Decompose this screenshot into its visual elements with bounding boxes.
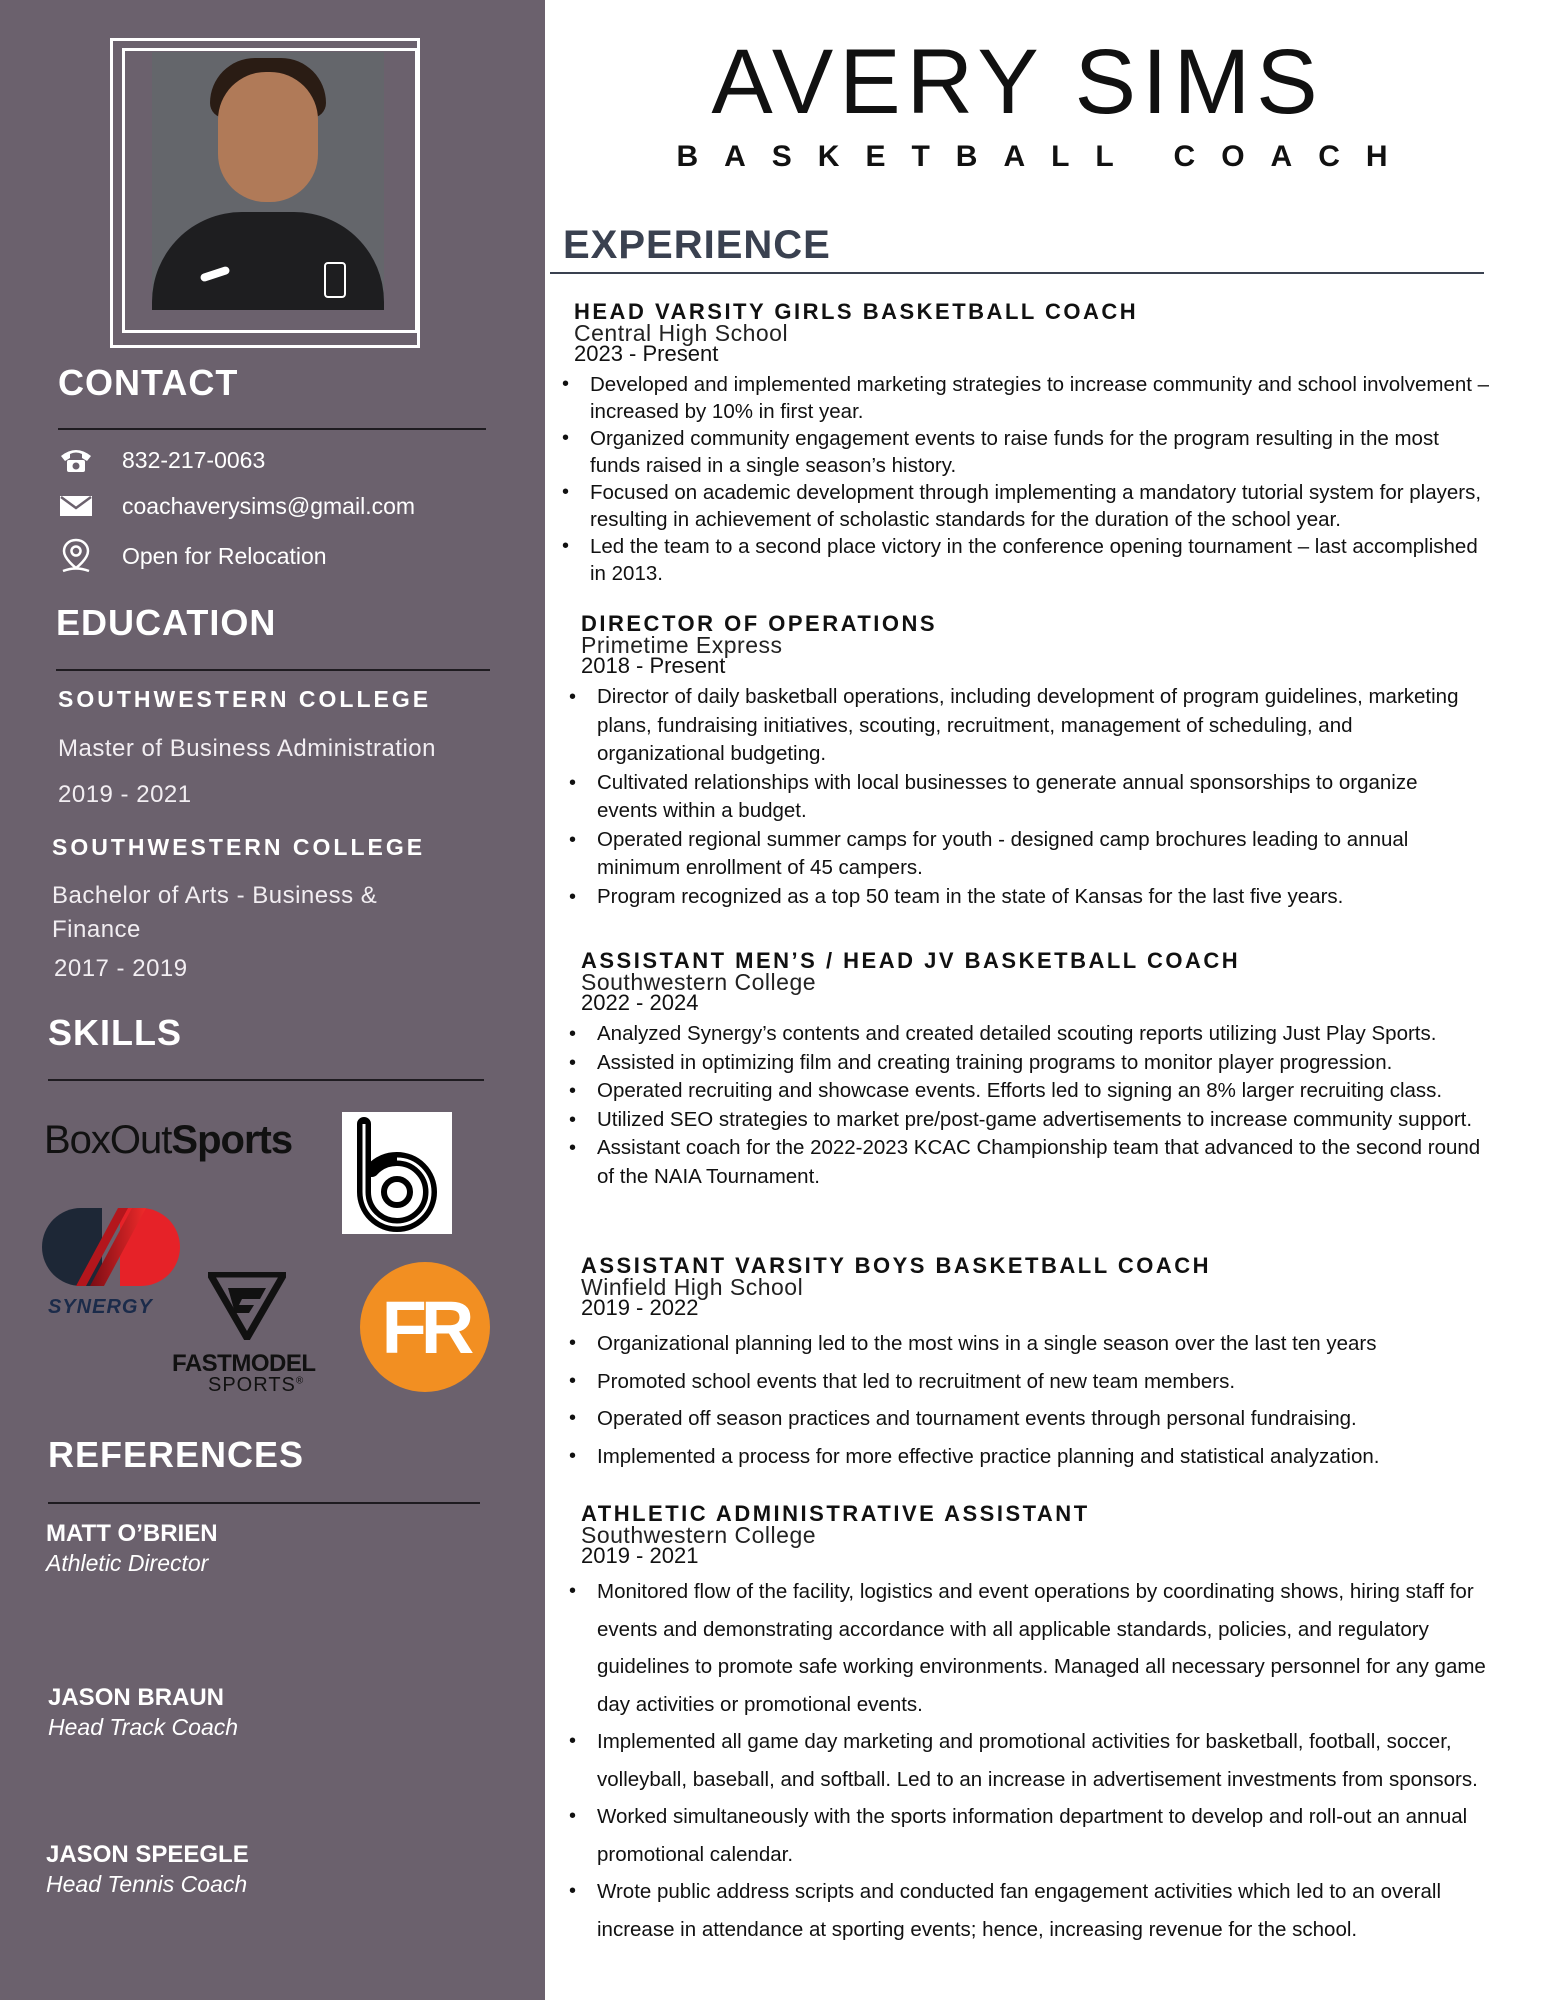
job-entry-3 [581, 950, 1481, 1191]
education-years-2: 2017 - 2019 [54, 955, 188, 982]
reference-title-1: Athletic Director [46, 1550, 209, 1576]
job-title: HEAD VARSITY GIRLS BASKETBALL COACH [574, 299, 1139, 324]
references-divider [48, 1502, 480, 1504]
job-bullets [563, 1325, 1481, 1475]
education-heading: EDUCATION [56, 602, 277, 643]
contact-email-row [58, 490, 415, 522]
job-organization: Southwestern College [581, 1522, 817, 1548]
job-bullet: • Wrote public address scripts and conducted fan engagement activities which led to an overall increase in attendance at sporting events; hence, increasing revenue for the school. [563, 1873, 1486, 1948]
experience-divider [550, 272, 1484, 274]
skills-divider [48, 1079, 484, 1081]
fr-logo: FR [360, 1262, 490, 1392]
synergy-logo-text: SYNERGY [48, 1296, 153, 1318]
reference-name-2: JASON BRAUN [48, 1684, 225, 1711]
fastmodel-logo-subtext: SPORTS® [208, 1374, 305, 1396]
job-bullet: • Operated regional summer camps for youth - designed camp brochures leading to annual minimum enrollment of 45 campers. [563, 826, 1481, 883]
education-years-1: 2019 - 2021 [58, 781, 192, 808]
job-dates: 2019 - 2022 [581, 1295, 699, 1320]
job-title: ASSISTANT MEN’S / HEAD JV BASKETBALL COACH [581, 948, 1241, 973]
job-entry-2 [581, 613, 1481, 911]
education-divider [56, 669, 490, 671]
job-bullet: • Led the team to a second place victory in the conference opening tournament – last accomplished in 2013. [556, 533, 1494, 587]
candidate-name: AVERY SIMS [711, 31, 1324, 133]
reference-name-3: JASON SPEEGLE [46, 1841, 249, 1868]
job-bullet: • Program recognized as a top 50 team in the state of Kansas for the last five years. [563, 883, 1481, 912]
job-bullets [563, 1573, 1486, 1948]
job-bullet: • Monitored flow of the facility, logistics and event operations by coordinating shows, hiring staff for events and demonstrating accordance with all applicable standards, policies, and regulatory guidelines to promote safe working environments. Managed all necessary personnel for any game day activities or promotional events. [563, 1573, 1486, 1723]
job-bullet: • Developed and implemented marketing strategies to increase community and school involvement – increased by 10% in first year. [556, 371, 1494, 425]
job-entry-1 [574, 301, 1494, 587]
profile-photo [152, 52, 384, 310]
job-bullet: • Assistant coach for the 2022-2023 KCAC Championship team that advanced to the second round of the NAIA Tournament. [563, 1134, 1481, 1191]
job-bullets [556, 371, 1494, 587]
phone-icon [58, 444, 94, 476]
job-organization: Primetime Express [581, 632, 783, 658]
job-bullets [563, 1020, 1481, 1191]
job-bullet: • Operated recruiting and showcase events. Efforts led to signing an 8% larger recruiting class. [563, 1077, 1481, 1106]
job-bullet: • Focused on academic development through implementing a mandatory tutorial system for players, resulting in achievement of scholastic standards for the duration of the school year. [556, 479, 1494, 533]
job-bullet: • Assisted in optimizing film and creating training programs to monitor player progression. [563, 1049, 1481, 1078]
contact-heading: CONTACT [58, 362, 239, 403]
job-bullet: • Implemented a process for more effective practice planning and statistical analyzation. [563, 1438, 1481, 1476]
phone-number[interactable]: 832-217-0063 [122, 446, 266, 473]
synergy-logo-mark [42, 1208, 180, 1286]
skills-heading: SKILLS [48, 1012, 183, 1053]
job-title: DIRECTOR OF OPERATIONS [581, 611, 938, 636]
job-dates: 2019 - 2021 [581, 1543, 699, 1568]
reference-name-1: MATT O’BRIEN [46, 1520, 218, 1547]
job-bullet: • Organizational planning led to the most wins in a single season over the last ten years [563, 1325, 1481, 1363]
job-entry-5 [581, 1503, 1486, 1948]
contact-divider [58, 428, 486, 430]
job-bullet: • Organized community engagement events to raise funds for the program resulting in the most funds raised in a single season’s history. [556, 425, 1494, 479]
sidebar [0, 0, 545, 2000]
contact-location-row [58, 540, 327, 572]
job-bullet: • Analyzed Synergy’s contents and created detailed scouting reports utilizing Just Play Sports. [563, 1020, 1481, 1049]
education-school-1: SOUTHWESTERN COLLEGE [58, 686, 432, 712]
job-dates: 2018 - Present [581, 653, 726, 678]
job-organization: Central High School [574, 320, 789, 346]
location-pin-icon [58, 540, 94, 572]
job-organization: Winfield High School [581, 1274, 804, 1300]
job-organization: Southwestern College [581, 969, 817, 995]
job-dates: 2022 - 2024 [581, 990, 699, 1015]
references-heading: REFERENCES [48, 1434, 305, 1475]
job-bullet: • Operated off season practices and tournament events through personal fundraising. [563, 1400, 1481, 1438]
contact-phone-row [58, 444, 265, 476]
mail-icon [58, 490, 94, 522]
experience-heading: EXPERIENCE [563, 223, 831, 267]
b-logo [342, 1112, 452, 1234]
job-bullets [563, 683, 1481, 911]
job-bullet: • Worked simultaneously with the sports information department to develop and roll-out an annual promotional calendar. [563, 1798, 1486, 1873]
job-bullet: • Implemented all game day marketing and promotional activities for basketball, football, soccer, volleyball, baseball, and softball. Led to an increase in advertisement investments from sponsors. [563, 1723, 1486, 1798]
job-dates: 2023 - Present [574, 341, 719, 366]
fastmodel-logo-text: FASTMODEL [172, 1350, 316, 1377]
job-bullet: • Utilized SEO strategies to market pre/post-game advertisements to increase community support. [563, 1106, 1481, 1135]
job-entry-4 [581, 1255, 1481, 1475]
boxout-sports-logo: BoxOutSports [44, 1118, 293, 1162]
location-text: Open for Relocation [122, 542, 327, 569]
job-title: ASSISTANT VARSITY BOYS BASKETBALL COACH [581, 1253, 1212, 1278]
reference-title-2: Head Track Coach [48, 1714, 239, 1740]
job-title: ATHLETIC ADMINISTRATIVE ASSISTANT [581, 1501, 1090, 1526]
candidate-title: BASKETBALL COACH [676, 140, 1414, 173]
job-bullet: • Cultivated relationships with local businesses to generate annual sponsorships to organize events within a budget. [563, 769, 1481, 826]
education-degree-1: Master of Business Administration [58, 735, 436, 762]
education-school-2: SOUTHWESTERN COLLEGE [52, 834, 426, 860]
reference-title-3: Head Tennis Coach [46, 1871, 248, 1897]
job-bullet: • Director of daily basketball operations, including development of program guidelines, marketing plans, fundraising initiatives, scouting, recruitment, management of scheduling, and organizational budgeting. [563, 683, 1481, 769]
fastmodel-logo-mark [208, 1272, 286, 1340]
education-degree-2: Bachelor of Arts - Business & Finance [52, 882, 378, 943]
job-bullet: • Promoted school events that led to recruitment of new team members. [563, 1363, 1481, 1401]
email-address[interactable]: coachaverysims@gmail.com [122, 492, 416, 519]
